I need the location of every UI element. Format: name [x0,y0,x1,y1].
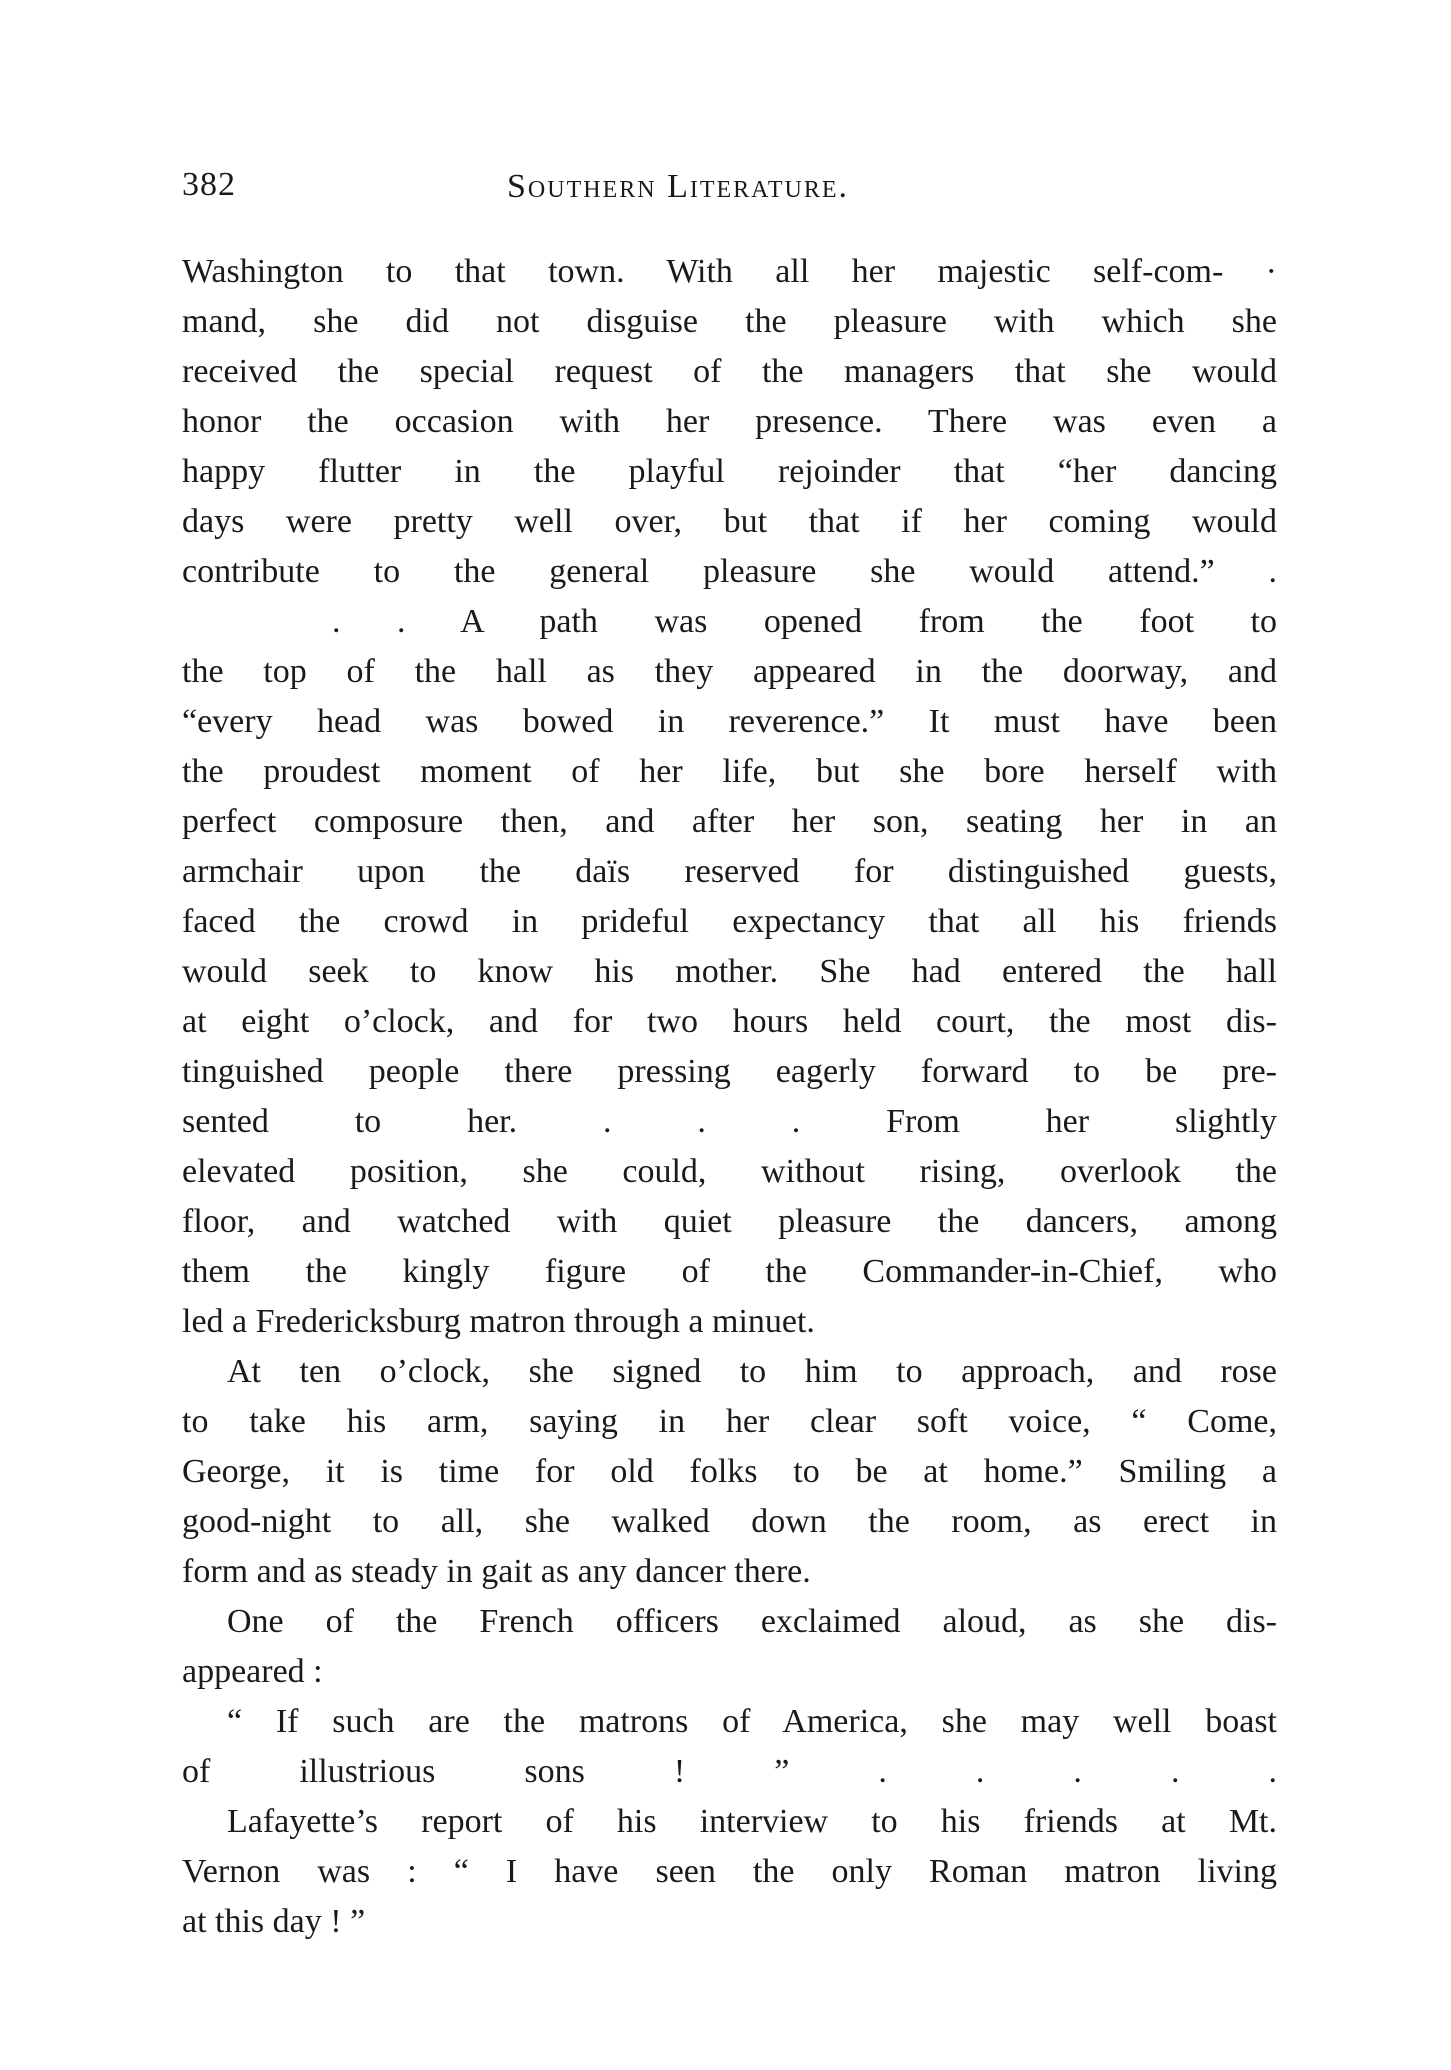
running-title: Southern Literature. [507,168,849,205]
text-line: contribute to the general pleasure she would attend.” . [182,553,1277,590]
text-line: the proudest moment of her life, but she bore herself with [182,753,1277,790]
text-line: Vernon was : “ I have seen the only Roman matron living [182,1853,1277,1890]
text-line: One of the French officers exclaimed aloud, as she dis- [227,1603,1277,1640]
text-line: “ If such are the matrons of America, she may well boast [227,1703,1277,1740]
text-line: perfect composure then, and after her son, seating her in an [182,803,1277,840]
text-line: tinguished people there pressing eagerly forward to be pre- [182,1053,1277,1090]
page-number: 382 [182,166,236,203]
body-text [182,247,1277,1947]
text-line: happy flutter in the playful rejoinder that “her dancing [182,453,1277,490]
text-line: floor, and watched with quiet pleasure the dancers, among [182,1203,1277,1240]
text-line: George, it is time for old folks to be at home.” Smiling a [182,1453,1277,1490]
text-line: form and as steady in gait as any dancer there. [182,1553,811,1590]
text-line: them the kingly figure of the Commander-in-Chief, who [182,1253,1277,1290]
text-line: to take his arm, saying in her clear soft voice, “ Come, [182,1403,1277,1440]
text-line: armchair upon the daïs reserved for distinguished guests, [182,853,1277,890]
text-line: of illustrious sons ! ” . . . . . [182,1753,1277,1790]
text-line: faced the crowd in prideful expectancy that all his friends [182,903,1277,940]
text-line: the top of the hall as they appeared in the doorway, and [182,653,1277,690]
text-line: . . A path was opened from the foot to [332,603,1277,640]
text-line: days were pretty well over, but that if her coming would [182,503,1277,540]
text-line: honor the occasion with her presence. There was even a [182,403,1277,440]
text-line: “every head was bowed in reverence.” It must have been [182,703,1277,740]
text-line: would seek to know his mother. She had entered the hall [182,953,1277,990]
text-line: sented to her. . . . From her slightly [182,1103,1277,1140]
text-line: received the special request of the managers that she would [182,353,1277,390]
text-line: good-night to all, she walked down the room, as erect in [182,1503,1277,1540]
page-header [182,166,1277,216]
text-line: Washington to that town. With all her majestic self-com- · [182,253,1277,290]
text-line: mand, she did not disguise the pleasure with which she [182,303,1277,340]
text-line: Lafayette’s report of his interview to his friends at Mt. [227,1803,1277,1840]
text-line: At ten o’clock, she signed to him to approach, and rose [227,1353,1277,1390]
text-line: at this day ! ” [182,1903,366,1940]
text-line: led a Fredericksburg matron through a minuet. [182,1303,815,1340]
text-line: elevated position, she could, without rising, overlook the [182,1153,1277,1190]
text-line: at eight o’clock, and for two hours held court, the most dis- [182,1003,1277,1040]
text-line: appeared : [182,1653,323,1690]
